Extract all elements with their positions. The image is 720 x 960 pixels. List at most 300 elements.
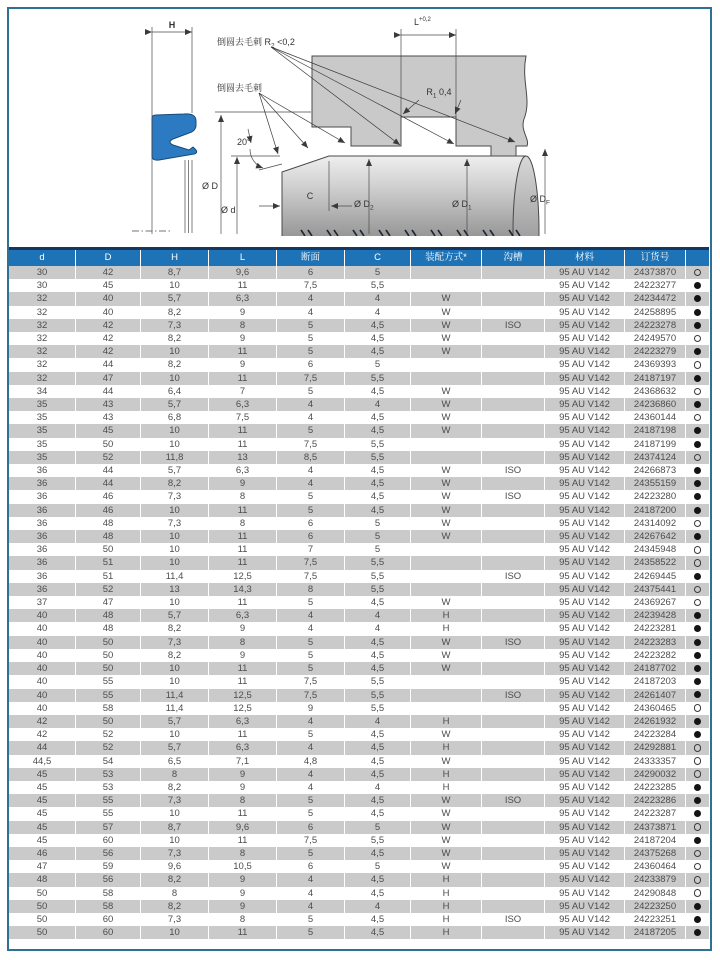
cell-D: 55 (75, 807, 140, 820)
cell-L: 11 (208, 543, 276, 556)
cell-H: 10 (140, 504, 208, 517)
chamfer-angle-label: 20° (237, 137, 251, 147)
filled-circle-icon (694, 639, 701, 646)
cell-d: 45 (9, 807, 75, 820)
cell-D: 46 (75, 490, 140, 503)
cell-section: 5 (276, 728, 344, 741)
cell-H: 8,2 (140, 622, 208, 635)
table-row (9, 636, 709, 649)
cell-d: 40 (9, 662, 75, 675)
cell-mounting (410, 543, 481, 556)
col-header-groove: 沟槽 (481, 250, 544, 266)
cell-D: 52 (75, 728, 140, 741)
cell-section: 5 (276, 794, 344, 807)
cell-d: 40 (9, 636, 75, 649)
cell-mounting: W (410, 636, 481, 649)
cell-material: 95 AU V142 (544, 900, 624, 913)
cell-mounting: W (410, 464, 481, 477)
cell-section: 4 (276, 292, 344, 305)
cell-mounting: W (410, 306, 481, 319)
cell-mounting: W (410, 424, 481, 437)
cell-mounting: H (410, 768, 481, 781)
cell-order-no: 24375268 (624, 847, 685, 860)
cell-availability (685, 504, 709, 517)
cell-groove (481, 358, 544, 371)
cell-C: 4,5 (344, 477, 410, 490)
filled-circle-icon (694, 375, 701, 382)
cell-d: 34 (9, 385, 75, 398)
cell-order-no: 24223279 (624, 345, 685, 358)
cell-D: 52 (75, 451, 140, 464)
filled-circle-icon (694, 348, 701, 355)
filled-circle-icon (694, 322, 701, 329)
cell-groove (481, 438, 544, 451)
cell-groove (481, 530, 544, 543)
open-circle-icon (694, 361, 702, 369)
cell-H: 10 (140, 372, 208, 385)
cell-C: 4,5 (344, 490, 410, 503)
cell-order-no: 24187205 (624, 926, 685, 939)
cell-material: 95 AU V142 (544, 570, 624, 583)
cell-mounting (410, 279, 481, 292)
cell-d: 47 (9, 860, 75, 873)
cell-availability (685, 292, 709, 305)
cell-groove (481, 702, 544, 715)
h-dimension-label: H (168, 20, 176, 30)
cell-D: 52 (75, 741, 140, 754)
cell-availability (685, 543, 709, 556)
cell-C: 4,5 (344, 926, 410, 939)
filled-circle-icon (694, 797, 701, 804)
cell-C: 5,5 (344, 675, 410, 688)
cell-availability (685, 873, 709, 886)
cell-groove (481, 900, 544, 913)
cell-D: 48 (75, 622, 140, 635)
cell-d: 32 (9, 345, 75, 358)
cell-material: 95 AU V142 (544, 636, 624, 649)
cell-L: 11 (208, 926, 276, 939)
cell-section: 5 (276, 662, 344, 675)
cell-C: 4,5 (344, 807, 410, 820)
col-header-D: D (75, 250, 140, 266)
cell-H: 5,7 (140, 609, 208, 622)
cell-H: 5,7 (140, 292, 208, 305)
cell-L: 11 (208, 807, 276, 820)
cell-mounting (410, 570, 481, 583)
cell-order-no: 24234472 (624, 292, 685, 305)
filled-circle-icon (694, 427, 701, 434)
cell-material: 95 AU V142 (544, 821, 624, 834)
cell-section: 5 (276, 847, 344, 860)
cell-groove: ISO (481, 636, 544, 649)
cell-C: 4 (344, 781, 410, 794)
cell-availability (685, 530, 709, 543)
cell-C: 4,5 (344, 755, 410, 768)
cell-section: 6 (276, 530, 344, 543)
cell-H: 10 (140, 279, 208, 292)
cell-D: 58 (75, 702, 140, 715)
table-row (9, 372, 709, 385)
cell-L: 9 (208, 900, 276, 913)
table-row (9, 556, 709, 569)
filled-circle-icon (694, 573, 701, 580)
cell-order-no: 24249570 (624, 332, 685, 345)
cell-material: 95 AU V142 (544, 609, 624, 622)
cell-H: 5,7 (140, 464, 208, 477)
cell-C: 5,5 (344, 438, 410, 451)
cell-H: 5,7 (140, 741, 208, 754)
cell-C: 5,5 (344, 702, 410, 715)
cell-availability (685, 319, 709, 332)
cell-H: 8,2 (140, 477, 208, 490)
cell-material: 95 AU V142 (544, 689, 624, 702)
cell-material: 95 AU V142 (544, 358, 624, 371)
cell-section: 5 (276, 345, 344, 358)
cell-L: 7,5 (208, 411, 276, 424)
cell-groove (481, 543, 544, 556)
cell-C: 4,5 (344, 385, 410, 398)
table-row (9, 424, 709, 437)
cell-L: 6,3 (208, 609, 276, 622)
cell-mounting: H (410, 715, 481, 728)
cell-D: 48 (75, 517, 140, 530)
cell-D: 44 (75, 358, 140, 371)
cell-groove: ISO (481, 490, 544, 503)
cell-L: 11 (208, 530, 276, 543)
cell-H: 10 (140, 556, 208, 569)
filled-circle-icon (694, 493, 701, 500)
cell-mounting: W (410, 292, 481, 305)
cell-mounting: H (410, 741, 481, 754)
open-circle-icon (694, 586, 702, 594)
cell-H: 6,5 (140, 755, 208, 768)
cell-C: 4,5 (344, 411, 410, 424)
cell-H: 10 (140, 438, 208, 451)
cell-d: 46 (9, 847, 75, 860)
cell-order-no: 24187200 (624, 504, 685, 517)
cell-material: 95 AU V142 (544, 372, 624, 385)
cell-L: 11 (208, 556, 276, 569)
cell-D: 50 (75, 438, 140, 451)
cell-d: 30 (9, 279, 75, 292)
cell-D: 53 (75, 781, 140, 794)
cell-D: 44 (75, 385, 140, 398)
cell-material: 95 AU V142 (544, 504, 624, 517)
cell-d: 36 (9, 570, 75, 583)
cell-mounting: H (410, 781, 481, 794)
cell-C: 5,5 (344, 834, 410, 847)
cell-availability (685, 490, 709, 503)
cell-section: 5 (276, 504, 344, 517)
cell-section: 5 (276, 649, 344, 662)
filled-circle-icon (694, 731, 701, 738)
cell-H: 8,2 (140, 358, 208, 371)
cell-H: 7,3 (140, 319, 208, 332)
cell-d: 32 (9, 319, 75, 332)
cell-section: 7,5 (276, 689, 344, 702)
table-row (9, 266, 709, 279)
cell-D: 44 (75, 477, 140, 490)
l-dimension-label: $L^{+0,2}$ (414, 17, 431, 27)
cell-mounting: H (410, 873, 481, 886)
cell-D: 50 (75, 649, 140, 662)
cell-L: 8 (208, 490, 276, 503)
cell-availability (685, 926, 709, 939)
cell-order-no: 24239428 (624, 609, 685, 622)
cell-H: 10 (140, 834, 208, 847)
cell-D: 60 (75, 926, 140, 939)
cell-H: 9,6 (140, 860, 208, 873)
cell-L: 9 (208, 306, 276, 319)
cell-order-no: 24223283 (624, 636, 685, 649)
cell-D: 57 (75, 821, 140, 834)
cell-order-no: 24360144 (624, 411, 685, 424)
cell-D: 42 (75, 319, 140, 332)
cell-availability (685, 398, 709, 411)
cell-order-no: 24223287 (624, 807, 685, 820)
cell-section: 5 (276, 926, 344, 939)
cell-d: 36 (9, 556, 75, 569)
cell-order-no: 24258895 (624, 306, 685, 319)
size-table (9, 250, 709, 939)
table-body (9, 266, 709, 939)
col-header-mounting: 装配方式* (410, 250, 481, 266)
cell-C: 4,5 (344, 728, 410, 741)
cell-material: 95 AU V142 (544, 398, 624, 411)
cell-material: 95 AU V142 (544, 675, 624, 688)
cell-availability (685, 622, 709, 635)
cell-material: 95 AU V142 (544, 477, 624, 490)
cell-material: 95 AU V142 (544, 464, 624, 477)
cell-availability (685, 583, 709, 596)
cell-groove: ISO (481, 319, 544, 332)
cell-order-no: 24223286 (624, 794, 685, 807)
cell-mounting: W (410, 847, 481, 860)
cell-D: 56 (75, 873, 140, 886)
cell-section: 6 (276, 266, 344, 279)
cell-d: 32 (9, 292, 75, 305)
table-row (9, 755, 709, 768)
cell-d: 40 (9, 649, 75, 662)
cell-material: 95 AU V142 (544, 385, 624, 398)
cell-C: 4 (344, 292, 410, 305)
cell-d: 36 (9, 490, 75, 503)
cell-groove (481, 385, 544, 398)
cell-d: 32 (9, 358, 75, 371)
cell-C: 4,5 (344, 741, 410, 754)
cell-availability (685, 358, 709, 371)
size-table-section (9, 247, 710, 939)
cell-d: 40 (9, 689, 75, 702)
cell-mounting: W (410, 755, 481, 768)
dia-DF-label: Ø $D_F$ (530, 194, 550, 207)
cell-C: 5 (344, 530, 410, 543)
cell-order-no: 24369393 (624, 358, 685, 371)
cell-H: 7,3 (140, 847, 208, 860)
cell-D: 45 (75, 424, 140, 437)
cell-d: 35 (9, 451, 75, 464)
cell-groove (481, 372, 544, 385)
table-header (9, 250, 709, 266)
cell-H: 8,2 (140, 873, 208, 886)
filled-circle-icon (694, 507, 701, 514)
cell-material: 95 AU V142 (544, 768, 624, 781)
cell-L: 7 (208, 385, 276, 398)
cell-groove (481, 807, 544, 820)
cell-H: 10 (140, 543, 208, 556)
cell-C: 4 (344, 398, 410, 411)
cell-availability (685, 279, 709, 292)
cell-section: 5 (276, 332, 344, 345)
cell-order-no: 24187204 (624, 834, 685, 847)
cell-availability (685, 609, 709, 622)
open-circle-icon (694, 770, 702, 778)
cell-availability (685, 887, 709, 900)
cell-C: 4,5 (344, 636, 410, 649)
cell-L: 9 (208, 358, 276, 371)
cell-order-no: 24223282 (624, 649, 685, 662)
cell-groove: ISO (481, 570, 544, 583)
cell-material: 95 AU V142 (544, 847, 624, 860)
table-row (9, 821, 709, 834)
cell-order-no: 24369267 (624, 596, 685, 609)
cell-availability (685, 728, 709, 741)
cell-order-no: 24373871 (624, 821, 685, 834)
table-row (9, 358, 709, 371)
deburr-note: 倒圆去毛刺 (217, 83, 263, 93)
cell-L: 13 (208, 451, 276, 464)
cell-material: 95 AU V142 (544, 292, 624, 305)
cell-d: 36 (9, 583, 75, 596)
cell-material: 95 AU V142 (544, 926, 624, 939)
cell-groove (481, 728, 544, 741)
open-circle-icon (694, 559, 702, 567)
open-circle-icon (694, 335, 702, 343)
cell-H: 10 (140, 807, 208, 820)
cell-order-no: 24374124 (624, 451, 685, 464)
cell-order-no: 24223284 (624, 728, 685, 741)
cell-section: 5 (276, 596, 344, 609)
cell-mounting: W (410, 504, 481, 517)
table-row (9, 279, 709, 292)
cell-availability (685, 702, 709, 715)
cell-L: 11 (208, 438, 276, 451)
table-row (9, 438, 709, 451)
cell-availability (685, 306, 709, 319)
cell-material: 95 AU V142 (544, 438, 624, 451)
cell-material: 95 AU V142 (544, 781, 624, 794)
cell-mounting: W (410, 490, 481, 503)
cell-section: 7,5 (276, 372, 344, 385)
cell-order-no: 24290032 (624, 768, 685, 781)
cell-D: 48 (75, 609, 140, 622)
cell-order-no: 24292881 (624, 741, 685, 754)
seal-profile (152, 114, 197, 160)
cell-material: 95 AU V142 (544, 702, 624, 715)
cell-order-no: 24314092 (624, 517, 685, 530)
cell-H: 8,2 (140, 649, 208, 662)
table-row (9, 926, 709, 939)
cell-order-no: 24358522 (624, 556, 685, 569)
cell-mounting (410, 556, 481, 569)
cell-section: 6 (276, 517, 344, 530)
open-circle-icon (694, 388, 702, 396)
col-header-availability (685, 250, 709, 266)
cell-section: 5 (276, 424, 344, 437)
cell-groove (481, 741, 544, 754)
cell-availability (685, 675, 709, 688)
cell-material: 95 AU V142 (544, 622, 624, 635)
cell-C: 4,5 (344, 662, 410, 675)
cell-availability (685, 755, 709, 768)
filled-circle-icon (694, 309, 701, 316)
cell-groove (481, 926, 544, 939)
filled-circle-icon (694, 691, 701, 698)
cell-H: 6,4 (140, 385, 208, 398)
cell-C: 4,5 (344, 319, 410, 332)
cell-C: 5,5 (344, 689, 410, 702)
cell-L: 11 (208, 662, 276, 675)
cell-availability (685, 477, 709, 490)
cell-H: 10 (140, 662, 208, 675)
filled-circle-icon (694, 652, 701, 659)
cell-H: 11,8 (140, 451, 208, 464)
cell-order-no: 24368632 (624, 385, 685, 398)
cell-H: 7,3 (140, 794, 208, 807)
cell-mounting: W (410, 345, 481, 358)
cell-material: 95 AU V142 (544, 662, 624, 675)
col-header-material: 材料 (544, 250, 624, 266)
filled-circle-icon (694, 480, 701, 487)
cell-section: 5 (276, 490, 344, 503)
cell-H: 10 (140, 424, 208, 437)
cell-L: 12,5 (208, 570, 276, 583)
cell-D: 51 (75, 570, 140, 583)
cell-section: 7,5 (276, 279, 344, 292)
table-row (9, 847, 709, 860)
r1-radius-label: $R_1$ 0,4 (426, 87, 452, 100)
cell-section: 8 (276, 583, 344, 596)
cell-H: 7,3 (140, 517, 208, 530)
cell-C: 4,5 (344, 768, 410, 781)
cell-material: 95 AU V142 (544, 794, 624, 807)
table-row (9, 385, 709, 398)
table-row (9, 292, 709, 305)
cell-C: 5 (344, 517, 410, 530)
cell-order-no: 24333357 (624, 755, 685, 768)
cell-material: 95 AU V142 (544, 887, 624, 900)
cell-d: 44,5 (9, 755, 75, 768)
cell-section: 4 (276, 411, 344, 424)
cell-d: 32 (9, 332, 75, 345)
cell-mounting (410, 358, 481, 371)
cell-order-no: 24355159 (624, 477, 685, 490)
table-row (9, 398, 709, 411)
cell-order-no: 24223278 (624, 319, 685, 332)
filled-circle-icon (694, 401, 701, 408)
open-circle-icon (694, 823, 702, 831)
cell-mounting: W (410, 794, 481, 807)
cell-D: 45 (75, 279, 140, 292)
cell-groove (481, 517, 544, 530)
cell-L: 11 (208, 596, 276, 609)
cell-H: 7,3 (140, 913, 208, 926)
cell-d: 35 (9, 398, 75, 411)
cell-L: 11 (208, 834, 276, 847)
cell-d: 45 (9, 768, 75, 781)
cell-C: 4 (344, 900, 410, 913)
cell-section: 7,5 (276, 570, 344, 583)
